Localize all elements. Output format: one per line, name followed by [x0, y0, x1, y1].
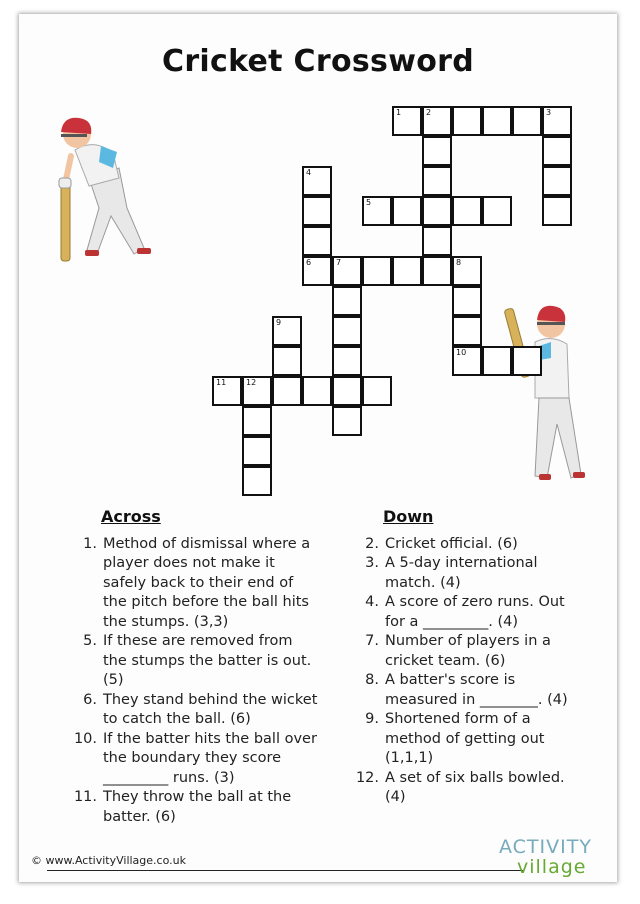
clue-number: 11	[216, 378, 227, 387]
grid-cell[interactable]	[482, 346, 512, 376]
clue-item-number: 3.	[365, 555, 379, 571]
grid-cell[interactable]	[242, 466, 272, 496]
logo-line-2: village	[517, 856, 587, 878]
grid-cell[interactable]	[362, 256, 392, 286]
grid-cell[interactable]	[332, 376, 362, 406]
footer-url: © www.ActivityVillage.co.uk	[31, 854, 186, 867]
grid-cell[interactable]	[542, 196, 572, 226]
clue-item-text: Method of dismissal where a player does not make it safely back to their end of the pitch before the ball hits the stumps. (3,3)	[103, 535, 311, 630]
clue-number: 2	[426, 108, 432, 117]
grid-cell[interactable]	[452, 346, 482, 376]
clue-item	[67, 788, 319, 827]
grid-cell[interactable]	[302, 256, 332, 286]
clue-item	[67, 535, 319, 633]
clue-item	[349, 593, 589, 632]
clue-number: 6	[306, 258, 312, 267]
down-heading: Down	[383, 507, 434, 526]
clue-item	[67, 632, 319, 691]
page-title: Cricket Crossword	[162, 44, 474, 79]
grid-cell[interactable]	[482, 196, 512, 226]
clue-item-number: 7.	[365, 633, 379, 649]
clue-item-number: 4.	[365, 594, 379, 610]
down-clue-list	[349, 535, 589, 808]
grid-cell[interactable]	[332, 346, 362, 376]
grid-cell[interactable]	[392, 196, 422, 226]
clue-item-text: If these are removed from the stumps the batter is out. (5)	[103, 633, 312, 688]
across-clue-list	[67, 535, 319, 828]
grid-cell[interactable]	[452, 106, 482, 136]
clue-number: 1	[396, 108, 402, 117]
clue-item	[349, 535, 589, 555]
clue-item	[67, 691, 319, 730]
clue-item	[349, 632, 589, 671]
clue-item	[349, 671, 589, 710]
clue-item-text: Cricket official. (6)	[385, 535, 518, 552]
clue-item-number: 8.	[365, 672, 379, 688]
grid-cell[interactable]	[302, 226, 332, 256]
grid-cell[interactable]	[332, 406, 362, 436]
grid-cell[interactable]	[332, 316, 362, 346]
clue-item-number: 5.	[83, 633, 97, 649]
clue-item-text: A set of six balls bowled. (4)	[385, 769, 565, 805]
grid-cell[interactable]	[422, 106, 452, 136]
clue-item-text: Shortened form of a method of getting out (1,1,1)	[385, 711, 545, 766]
grid-cell[interactable]	[422, 166, 452, 196]
grid-cell[interactable]	[332, 256, 362, 286]
grid-cell[interactable]	[392, 106, 422, 136]
grid-cell[interactable]	[422, 226, 452, 256]
grid-cell[interactable]	[452, 286, 482, 316]
grid-cell[interactable]	[422, 196, 452, 226]
grid-cell[interactable]	[332, 286, 362, 316]
grid-cell[interactable]	[482, 106, 512, 136]
clue-number: 8	[456, 258, 462, 267]
grid-cell[interactable]	[452, 196, 482, 226]
clue-item-text: They throw the ball at the batter. (6)	[103, 789, 292, 825]
grid-cell[interactable]	[362, 196, 392, 226]
clue-item	[349, 554, 589, 593]
grid-cell[interactable]	[302, 166, 332, 196]
footer-divider	[47, 870, 523, 871]
clue-number: 3	[546, 108, 552, 117]
grid-cell[interactable]	[512, 106, 542, 136]
down-clues	[349, 507, 589, 808]
grid-cell[interactable]	[542, 106, 572, 136]
logo-line-1: ACTIVITY	[499, 836, 592, 858]
clue-item-text: Number of players in a cricket team. (6)	[385, 633, 551, 669]
activity-village-logo	[499, 836, 609, 880]
clue-number: 12	[246, 378, 257, 387]
clue-number: 7	[336, 258, 342, 267]
clue-item	[67, 730, 319, 789]
grid-cell[interactable]	[392, 256, 422, 286]
grid-cell[interactable]	[272, 376, 302, 406]
grid-cell[interactable]	[272, 316, 302, 346]
clue-item	[349, 710, 589, 769]
clue-item-number: 6.	[83, 691, 97, 708]
clue-item-number: 9.	[365, 711, 379, 727]
worksheet-page	[19, 14, 617, 882]
grid-cell[interactable]	[422, 136, 452, 166]
grid-cell[interactable]	[242, 376, 272, 406]
clue-item-text: A 5-day international match. (4)	[385, 555, 538, 591]
clue-item-number: 11.	[73, 789, 97, 805]
grid-cell[interactable]	[302, 196, 332, 226]
clue-item	[349, 769, 589, 808]
across-clues	[67, 507, 319, 827]
clue-number: 5	[366, 198, 372, 207]
grid-cell[interactable]	[362, 376, 392, 406]
grid-cell[interactable]	[542, 166, 572, 196]
clue-item-number: 2.	[365, 535, 379, 552]
grid-cell[interactable]	[242, 406, 272, 436]
grid-cell[interactable]	[542, 136, 572, 166]
clue-item-number: 12.	[355, 769, 379, 786]
grid-cell[interactable]	[512, 346, 542, 376]
crossword-grid	[19, 14, 617, 514]
grid-cell[interactable]	[242, 436, 272, 466]
clue-item-number: 1.	[83, 535, 97, 552]
clue-number: 4	[306, 168, 312, 177]
grid-cell[interactable]	[452, 316, 482, 346]
clue-item-text: A score of zero runs. Out for a _________. (4)	[385, 594, 565, 630]
clue-item-text: A batter's score is measured in ________. (4)	[385, 672, 568, 708]
clue-item-text: They stand behind the wicket to catch the ball. (6)	[103, 691, 318, 727]
clue-number: 9	[276, 318, 282, 327]
clue-item-text: If the batter hits the ball over the boundary they score _________ runs. (3)	[103, 730, 317, 786]
across-heading: Across	[101, 507, 161, 526]
grid-cell[interactable]	[452, 256, 482, 286]
grid-cell[interactable]	[272, 346, 302, 376]
clue-item-number: 10.	[73, 730, 97, 747]
grid-cell[interactable]	[422, 256, 452, 286]
clue-number: 10	[456, 348, 467, 357]
grid-cell[interactable]	[212, 376, 242, 406]
grid-cell[interactable]	[302, 376, 332, 406]
